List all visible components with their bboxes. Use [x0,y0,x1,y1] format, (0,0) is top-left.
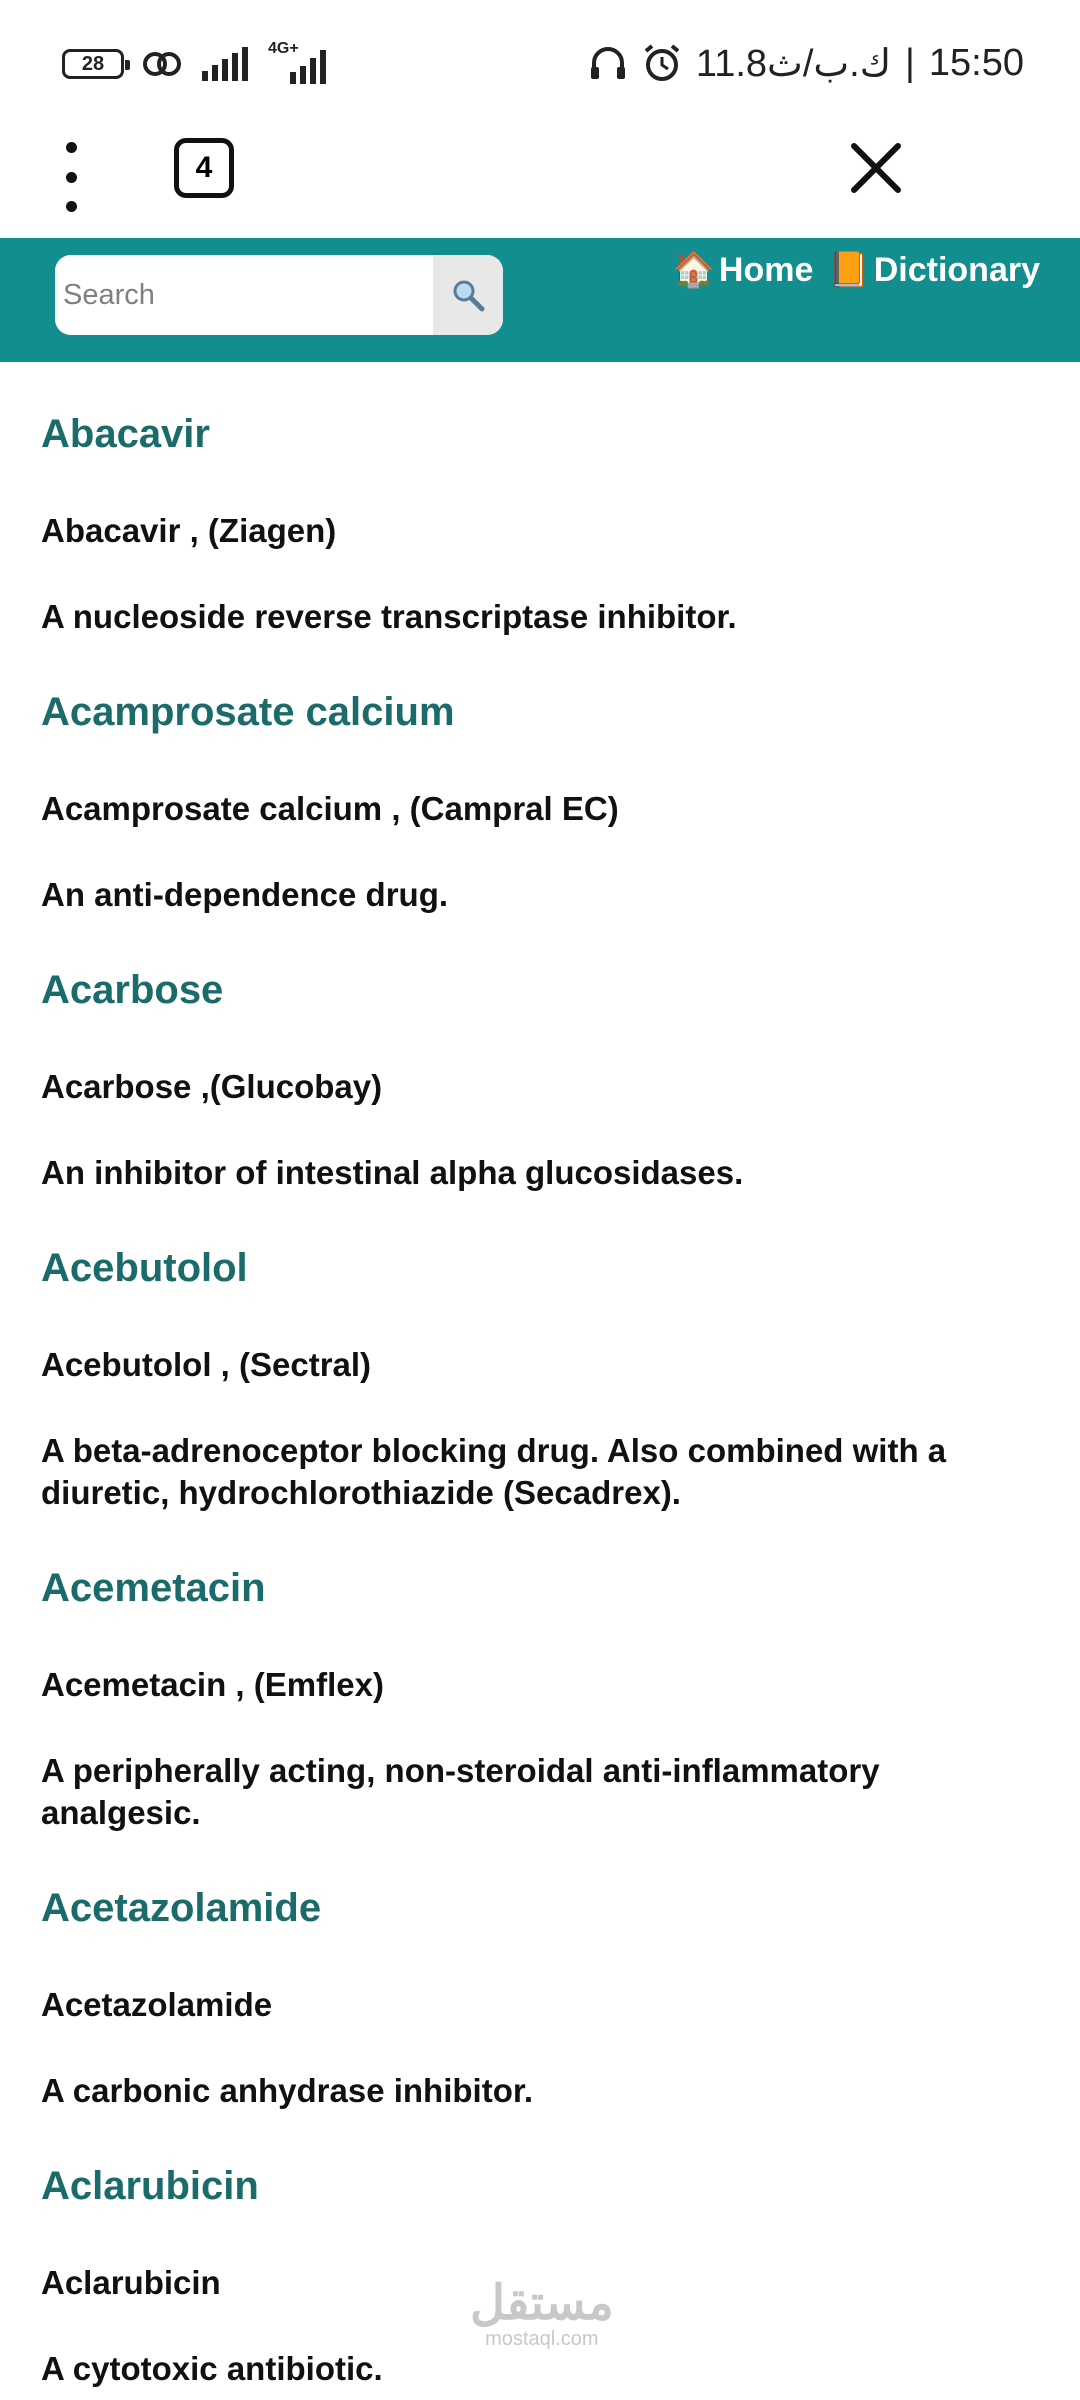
entry-name: Aclarubicin [41,2264,221,2301]
status-bar [0,0,1080,126]
entry-description: A beta-adrenoceptor blocking drug. Also combined with a diuretic, hydrochlorothiazide (Secadrex). [41,1432,947,1511]
status-separator: | [905,41,915,84]
dictionary-list [41,362,1041,2390]
entry-description: A nucleoside reverse transcriptase inhibitor. [41,598,737,635]
entry-title[interactable]: Acetazolamide [41,1886,322,1930]
signal-4g-icon [268,40,332,84]
entry-title[interactable]: Acebutolol [41,1246,248,1290]
entry-name: Acamprosate calcium , (Campral EC) [41,790,619,827]
hotspot-icon [142,47,182,81]
status-date: 11.8ك.ب/ث [695,42,892,85]
tab-count: 4 [195,151,213,184]
signal-icon [200,47,250,81]
nav-dictionary-label: Dictionary [873,250,1040,289]
search-icon [451,278,485,312]
entry-name: Abacavir , (Ziagen) [41,512,337,549]
status-icons-left [62,40,332,84]
search-button[interactable] [433,255,503,335]
nav-dictionary-link[interactable] [827,250,1040,290]
close-icon[interactable] [848,140,904,196]
nav-home-link[interactable] [673,250,814,290]
site-nav [673,250,1040,290]
headphones-icon [588,43,628,83]
list-item [41,1884,1041,2112]
entry-description: An inhibitor of intestinal alpha glucosidases. [41,1154,744,1191]
browser-toolbar [0,126,1080,238]
entry-name: Acarbose ,(Glucobay) [41,1068,383,1105]
entry-description: A cytotoxic antibiotic. [41,2350,383,2387]
book-icon: 📙 [827,251,870,289]
list-item [41,2162,1041,2390]
entry-description: A peripherally acting, non-steroidal anti-inflammatory analgesic. [41,1752,880,1831]
entry-description: An anti-dependence drug. [41,876,449,913]
entry-name: Acebutolol , (Sectral) [41,1346,372,1383]
entry-name: Acetazolamide [41,1986,273,2023]
menu-dots-icon[interactable] [56,142,86,212]
entry-title[interactable]: Acarbose [41,968,224,1012]
entry-title[interactable]: Abacavir [41,412,210,456]
tab-switcher-button[interactable] [174,138,234,198]
entry-name: Acemetacin , (Emflex) [41,1666,384,1703]
list-item [41,1244,1041,1514]
alarm-icon [642,43,682,83]
battery-icon [62,49,124,79]
list-item [41,688,1041,916]
status-time: 15:50 [928,41,1024,84]
search-input[interactable] [55,255,433,335]
status-icons-right [588,38,1024,88]
entry-title[interactable]: Aclarubicin [41,2164,259,2208]
entry-description: A carbonic anhydrase inhibitor. [41,2072,534,2109]
watermark-arabic: مستقل [470,2277,614,2330]
watermark-latin: mostaql.com [485,2328,599,2350]
network-type: 4G+ [268,40,299,57]
entry-title[interactable]: Acemetacin [41,1566,266,1610]
search-box [55,255,503,335]
home-icon: 🏠 [672,251,715,289]
list-item [41,1564,1041,1834]
battery-level: 28 [81,52,105,75]
entry-title[interactable]: Acamprosate calcium [41,690,455,734]
list-item [41,966,1041,1194]
watermark-logo [470,2277,614,2350]
nav-home-label: Home [718,250,814,289]
list-item [41,410,1041,638]
site-header [0,238,1080,362]
